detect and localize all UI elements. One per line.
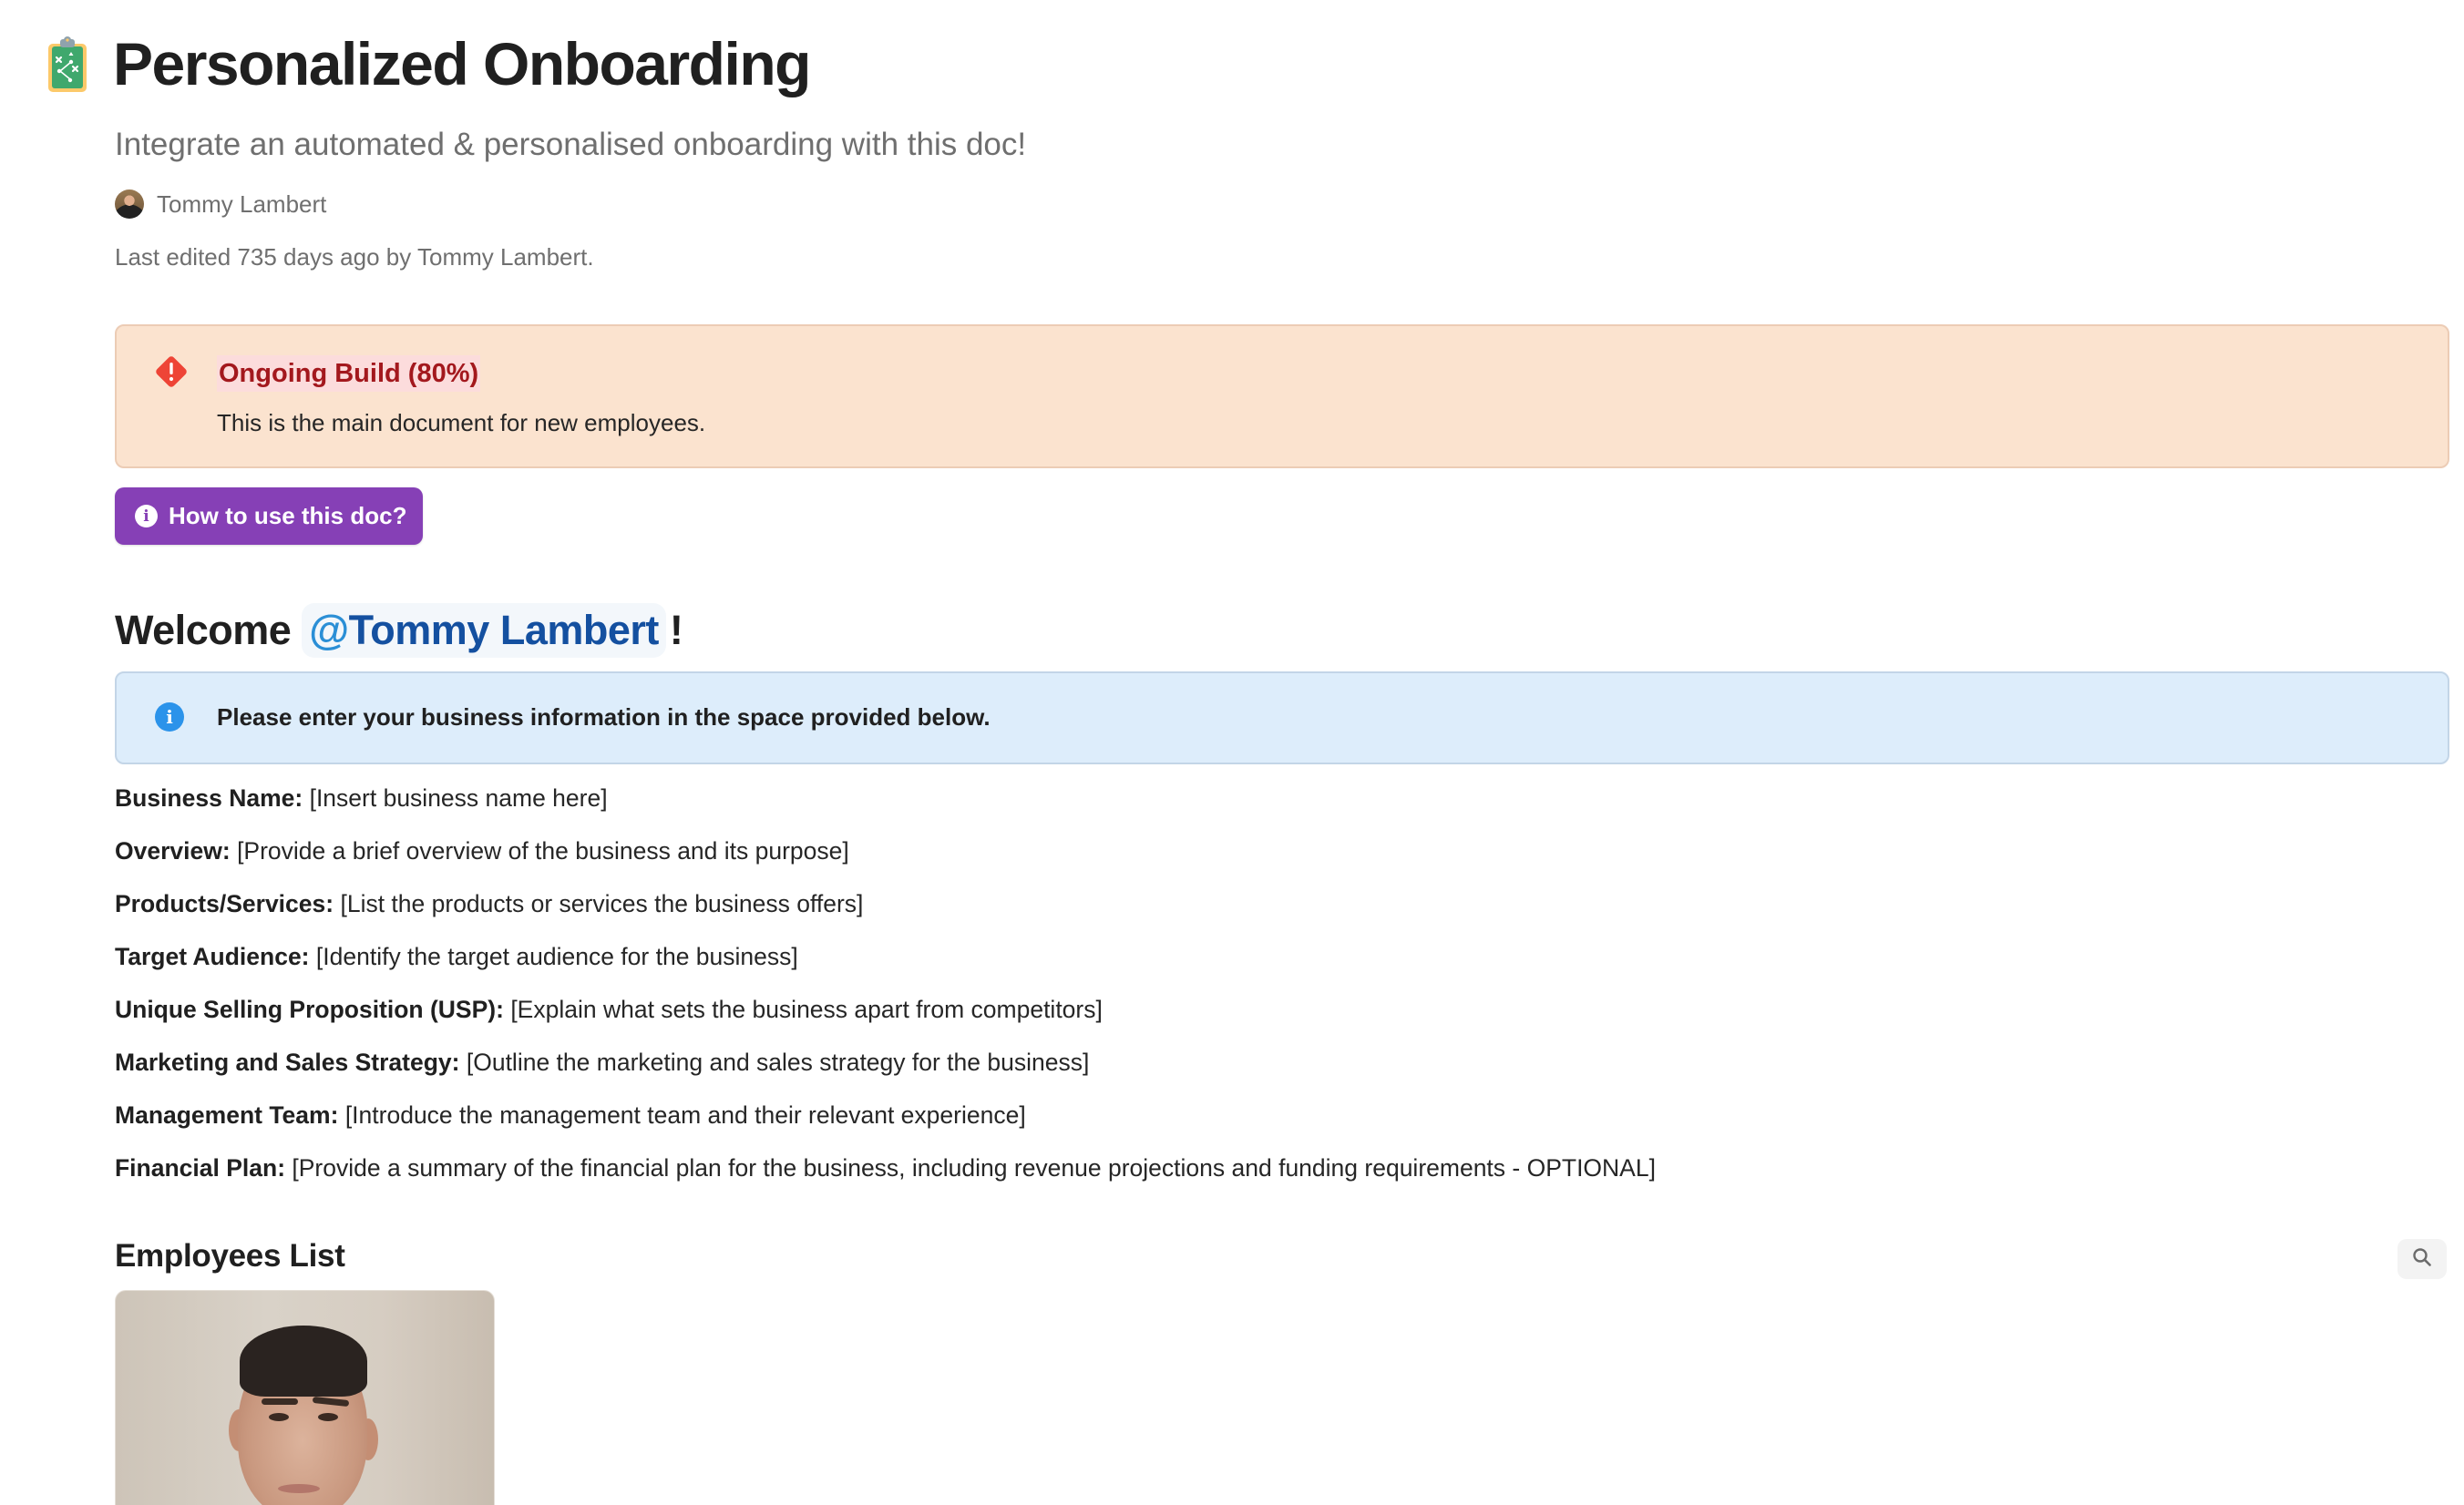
welcome-prefix: Welcome	[115, 607, 292, 653]
field-label: Products/Services:	[115, 890, 334, 917]
field-value: [Provide a brief overview of the business and its purpose]	[237, 837, 849, 865]
field-marketing-sales[interactable]	[115, 1046, 1656, 1099]
how-to-use-label: How to use this doc?	[169, 502, 407, 529]
search-button[interactable]	[2397, 1239, 2447, 1279]
user-mention[interactable]	[302, 603, 666, 658]
field-management-team[interactable]	[115, 1099, 1656, 1152]
field-label: Unique Selling Proposition (USP):	[115, 996, 504, 1023]
field-value: [Provide a summary of the financial plan for the business, including revenue projections and funding requirements - OPTIONAL]	[292, 1154, 1656, 1182]
search-icon	[2411, 1246, 2433, 1273]
last-edited-text: Last edited 735 days ago by Tommy Lambert.	[115, 243, 594, 271]
warning-diamond-icon	[153, 353, 190, 390]
author-chip[interactable]	[115, 188, 326, 220]
info-callout-text: Please enter your business information in the space provided below.	[217, 703, 991, 731]
field-target-audience[interactable]	[115, 940, 1656, 993]
how-to-use-button[interactable]	[115, 487, 423, 545]
info-callout	[115, 671, 2449, 764]
field-label: Target Audience:	[115, 943, 310, 970]
callout-body: This is the main document for new employees.	[217, 409, 706, 436]
author-name: Tommy Lambert	[157, 189, 327, 218]
field-business-name[interactable]	[115, 782, 1656, 834]
field-financial-plan[interactable]	[115, 1152, 1656, 1204]
page-subtitle: Integrate an automated & personalised onboarding with this doc!	[115, 127, 1027, 162]
callout-title: Ongoing Build (80%)	[217, 355, 480, 392]
field-value: [Identify the target audience for the business]	[315, 943, 798, 970]
business-info-fields	[115, 782, 1656, 1204]
field-value: [List the products or services the business offers]	[340, 890, 864, 917]
clipboard-playbook-icon	[47, 36, 87, 93]
field-label: Overview:	[115, 837, 231, 865]
field-value: [Explain what sets the business apart from competitors]	[510, 996, 1103, 1023]
field-label: Business Name:	[115, 784, 303, 812]
employees-list-heading: Employees List	[115, 1238, 345, 1274]
field-value: [Introduce the management team and their relevant experience]	[344, 1101, 1026, 1129]
mention-at-symbol: @	[309, 607, 349, 653]
field-value: [Insert business name here]	[309, 784, 608, 812]
field-overview[interactable]	[115, 834, 1656, 887]
welcome-suffix: !	[669, 607, 683, 653]
employee-card[interactable]	[115, 1290, 495, 1505]
field-label: Management Team:	[115, 1101, 339, 1129]
warning-callout	[115, 324, 2449, 468]
info-icon: i	[135, 505, 158, 527]
info-icon: i	[155, 702, 184, 732]
field-value: [Outline the marketing and sales strategy for the business]	[466, 1049, 1090, 1076]
mention-name: Tommy Lambert	[348, 607, 659, 653]
field-label: Marketing and Sales Strategy:	[115, 1049, 460, 1076]
page-title: Personalized Onboarding	[113, 30, 810, 97]
field-products-services[interactable]	[115, 887, 1656, 940]
welcome-heading	[115, 601, 683, 660]
avatar	[115, 189, 144, 219]
field-usp[interactable]	[115, 993, 1656, 1046]
field-label: Financial Plan:	[115, 1154, 286, 1182]
